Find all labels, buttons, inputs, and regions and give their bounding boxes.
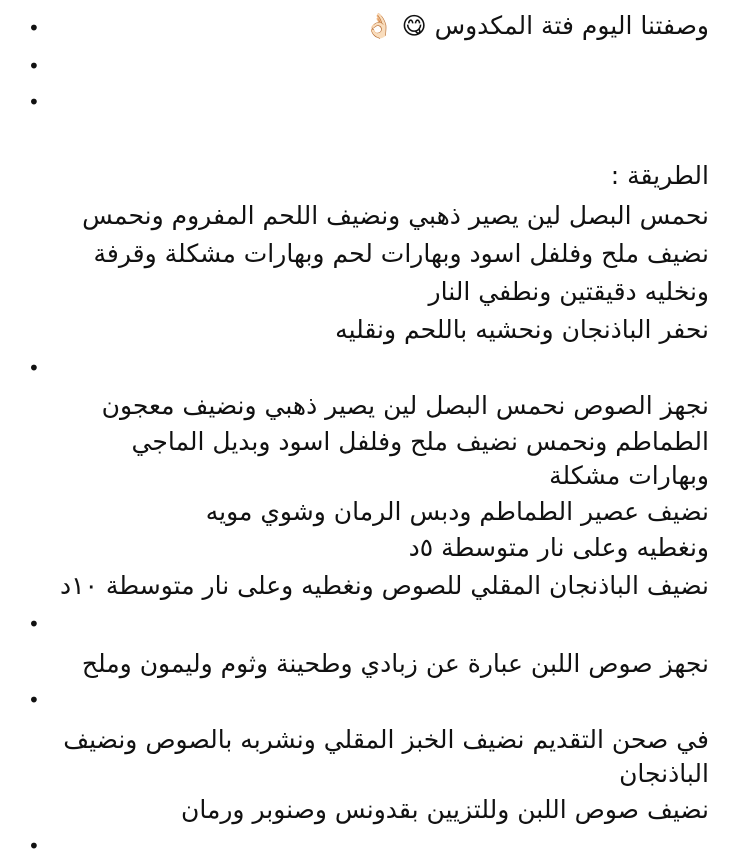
text-line: نحفر الباذنجان ونحشيه باللحم ونقليه [335, 315, 709, 344]
bullet: • [28, 612, 40, 636]
text-line: ونغطيه وعلى نار متوسطة ٥د [408, 533, 709, 562]
text-line: وبهارات مشكلة [549, 461, 709, 490]
text-line: نضيف الباذنجان المقلي للصوص ونغطيه وعلى نار متوسطة ١٠د [59, 571, 709, 600]
text-line: نضيف صوص اللبن وللتزيين بقدونس وصنوبر ورمان [180, 795, 709, 824]
text-line: نحمس البصل لين يصير ذهبي ونضيف اللحم المفروم ونحمس [82, 201, 709, 230]
bullet: • [28, 90, 40, 114]
intro-emoji: 😋 👌🏻 [364, 12, 427, 40]
text-line: نضيف ملح وفلفل اسود وبهارات لحم وبهارات مشكلة وقرفة [93, 239, 709, 268]
bullet: • [28, 356, 40, 380]
text-line: ونخليه دقيقتين ونطفي النار [428, 277, 709, 306]
text-line: الباذنجان [619, 759, 709, 788]
bullet: • [28, 16, 40, 40]
bullet: • [28, 834, 40, 858]
intro-text: وصفتنا اليوم فتة المكدوس [434, 11, 709, 40]
text-line: نجهز الصوص نحمس البصل لين يصير ذهبي ونضيف معجون [101, 391, 709, 420]
bullet: • [28, 54, 40, 78]
method-heading: الطريقة : [610, 161, 709, 190]
text-line: في صحن التقديم نضيف الخبز المقلي ونشربه بالصوص ونضيف [63, 725, 709, 754]
text-line: الطماطم ونحمس نضيف ملح وفلفل اسود وبديل الماجي [131, 427, 709, 456]
text-line: نضيف عصير الطماطم ودبس الرمان وشوي مويه [205, 497, 709, 526]
intro-line [26, 8, 709, 44]
bullet: • [28, 688, 40, 712]
text-line: نجهز صوص اللبن عبارة عن زبادي وطحينة وثوم وليمون وملح [81, 649, 709, 678]
